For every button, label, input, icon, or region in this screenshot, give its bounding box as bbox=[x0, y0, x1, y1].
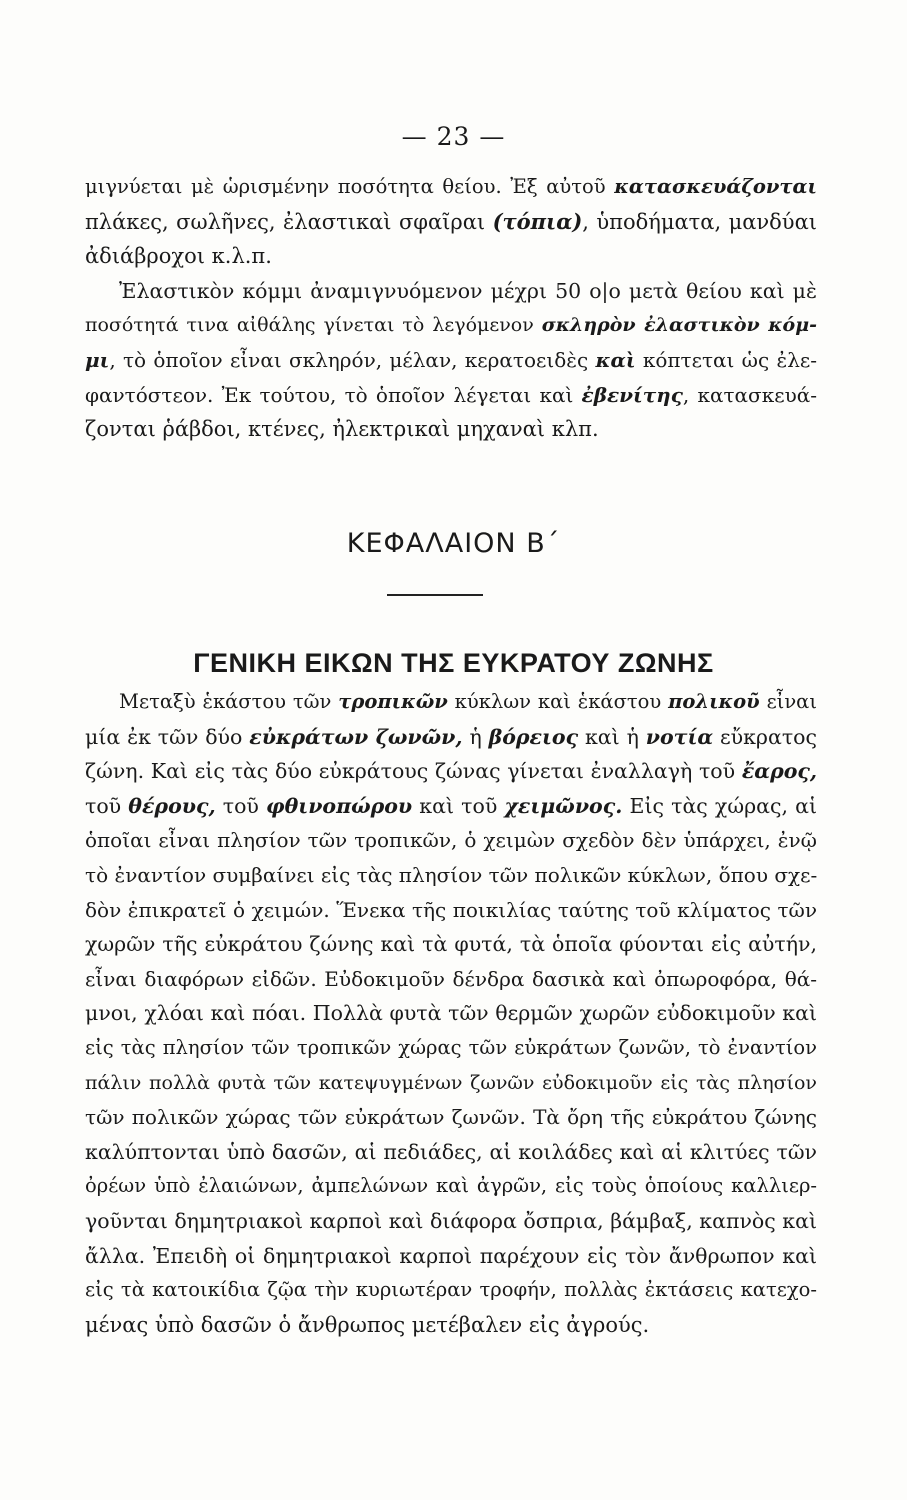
text-line: Ἐλαστικὸν κόμμι ἀναμιγνυόμενον μέχρι 50 ο|ο μετὰ θείου καὶ μὲ bbox=[119, 278, 817, 303]
emphasized-term: πολικοῦ bbox=[668, 690, 760, 713]
text-line: μι, τὸ ὁποῖον εἶναι σκληρόν, μέλαν, κερατοειδὲς καὶ κόπτεται ὡς ἐλε- bbox=[85, 347, 817, 372]
text-line: εἶναι διαφόρων εἰδῶν. Εὐδοκιμοῦν δένδρα δασικὰ καὶ ὀπωροφόρα, θά- bbox=[85, 966, 817, 991]
text-line: μιγνύεται μὲ ὡρισμένην ποσότητα θείου. Ἐξ αὐτοῦ κατασκευάζονται bbox=[85, 175, 817, 198]
chapter-paragraph bbox=[85, 685, 817, 1342]
emphasized-term: μι bbox=[85, 347, 110, 372]
text-line: ὁποῖαι εἶναι πλησίον τῶν τροπικῶν, ὁ χειμὼν σχεδὸν δὲν ὑπάρχει, ἐνῷ bbox=[85, 828, 817, 853]
text-line: πάλιν πολλὰ φυτὰ τῶν κατεψυγμένων ζωνῶν εὐδοκιμοῦν εἰς τὰς πλησίον bbox=[85, 1071, 817, 1094]
text-line: εἰς τὰ κατοικίδια ζῷα τὴν κυριωτέραν τροφήν, πολλὰς ἐκτάσεις κατεχο- bbox=[85, 1278, 817, 1302]
text-line: εἰς τὰς πλησίον τῶν τροπικῶν χώρας τῶν εὐκράτων ζωνῶν, τὸ ἐναντίον bbox=[85, 1035, 817, 1059]
emphasized-term: εὐκράτων ζωνῶν, bbox=[249, 724, 463, 749]
text-line: ἄλλα. Ἐπειδὴ οἱ δημητριακοὶ καρποὶ παρέχουν εἰς τὸν ἄνθρωπον καὶ bbox=[85, 1243, 817, 1268]
emphasized-term: τροπικῶν bbox=[338, 690, 448, 713]
text-line: ζώνη. Καὶ εἰς τὰς δύο εὐκράτους ζώνας γίνεται ἐναλλαγὴ τοῦ ἔαρος, bbox=[85, 759, 817, 784]
text-line: μνοι, χλόαι καὶ πόαι. Πολλὰ φυτὰ τῶν θερμῶν χωρῶν εὐδοκιμοῦν καὶ bbox=[85, 1001, 817, 1026]
text-line: φαντόστεον. Ἐκ τούτου, τὸ ὁποῖον λέγεται καὶ ἐβενίτης, κατασκευά- bbox=[85, 382, 817, 407]
emphasized-term: κατασκευάζονται bbox=[614, 175, 817, 198]
text-line: μία ἐκ τῶν δύο εὐκράτων ζωνῶν, ἡ βόρειος καὶ ἡ νοτία εὔκρατος bbox=[85, 724, 817, 749]
emphasized-term: νοτία bbox=[645, 724, 714, 749]
text-line: μένας ὑπὸ δασῶν ὁ ἄνθρωπος μετέβαλεν εἰς ἀγρούς. bbox=[85, 1312, 650, 1337]
emphasized-term: (τόπια) bbox=[492, 208, 583, 234]
emphasized-term: ἔαρος, bbox=[741, 759, 817, 784]
text-line: ὀρέων ὑπὸ ἐλαιώνων, ἀμπελώνων καὶ ἀγρῶν, εἰς τοὺς ὁποίους καλλιερ- bbox=[85, 1174, 817, 1198]
emphasized-term: σκληρὸν ἐλαστικὸν κόμ- bbox=[541, 314, 817, 337]
emphasized-term: καὶ bbox=[595, 347, 636, 372]
text-line: πλάκες, σωλῆνες, ἐλαστικαὶ σφαῖραι (τόπια), ὑποδήματα, μανδύαι bbox=[85, 208, 817, 234]
emphasized-term: θέρους, bbox=[128, 793, 216, 818]
text-line: τὸ ἐναντίον συμβαίνει εἰς τὰς πλησίον τῶν πολικῶν κύκλων, ὅπου σχε- bbox=[85, 862, 818, 887]
text-line: ποσότητά τινα αἰθάλης γίνεται τὸ λεγόμενον σκληρὸν ἐλαστικὸν κόμ- bbox=[85, 314, 817, 337]
opening-paragraphs bbox=[85, 170, 817, 447]
text-line: ἀδιάβροχοι κ.λ.π. bbox=[85, 244, 272, 269]
emphasized-term: βόρειος bbox=[488, 724, 579, 749]
text-line: δὸν ἐπικρατεῖ ὁ χειμών. Ἕνεκα τῆς ποικιλίας ταύτης τοῦ κλίματος τῶν bbox=[85, 897, 817, 922]
text-line: χωρῶν τῆς εὐκράτου ζώνης καὶ τὰ φυτά, τὰ ὁποῖα φύονται εἰς αὐτήν, bbox=[85, 932, 817, 957]
text-line: τῶν πολικῶν χώρας τῶν εὐκράτων ζωνῶν. Τὰ ὄρη τῆς εὐκράτου ζώνης bbox=[85, 1105, 817, 1130]
section-heading: ΓΕΝΙΚΗ ΕΙΚΩΝ ΤΗΣ ΕΥΚΡΑΤΟΥ ΖΩΝΗΣ bbox=[193, 648, 714, 678]
text-line: καλύπτονται ὑπὸ δασῶν, αἱ πεδιάδες, αἱ κοιλάδες καὶ αἱ κλιτύες τῶν bbox=[85, 1139, 817, 1164]
chapter-title: ΚΕΦΑΛΑΙΟΝ Β΄ bbox=[346, 528, 561, 559]
text-line: γοῦνται δημητριακοὶ καρποὶ καὶ διάφορα ὄσπρια, βάμβαξ, καπνὸς καὶ bbox=[85, 1208, 817, 1233]
text-line: Μεταξὺ ἑκάστου τῶν τροπικῶν κύκλων καὶ ἑκάστου πολικοῦ εἶναι bbox=[119, 690, 817, 713]
emphasized-term: φθινοπώρου bbox=[266, 793, 413, 818]
text-line: ζονται ῥάβδοι, κτένες, ἠλεκτρικαὶ μηχαναὶ κλπ. bbox=[85, 417, 599, 442]
page-number: — 23 — bbox=[401, 122, 506, 151]
divider-rule bbox=[387, 594, 483, 596]
text-line: τοῦ θέρους, τοῦ φθινοπώρου καὶ τοῦ χειμῶνος. Εἰς τὰς χώρας, αἱ bbox=[85, 793, 817, 818]
emphasized-term: ἐβενίτης bbox=[581, 382, 683, 407]
emphasized-term: χειμῶνος. bbox=[504, 793, 623, 818]
